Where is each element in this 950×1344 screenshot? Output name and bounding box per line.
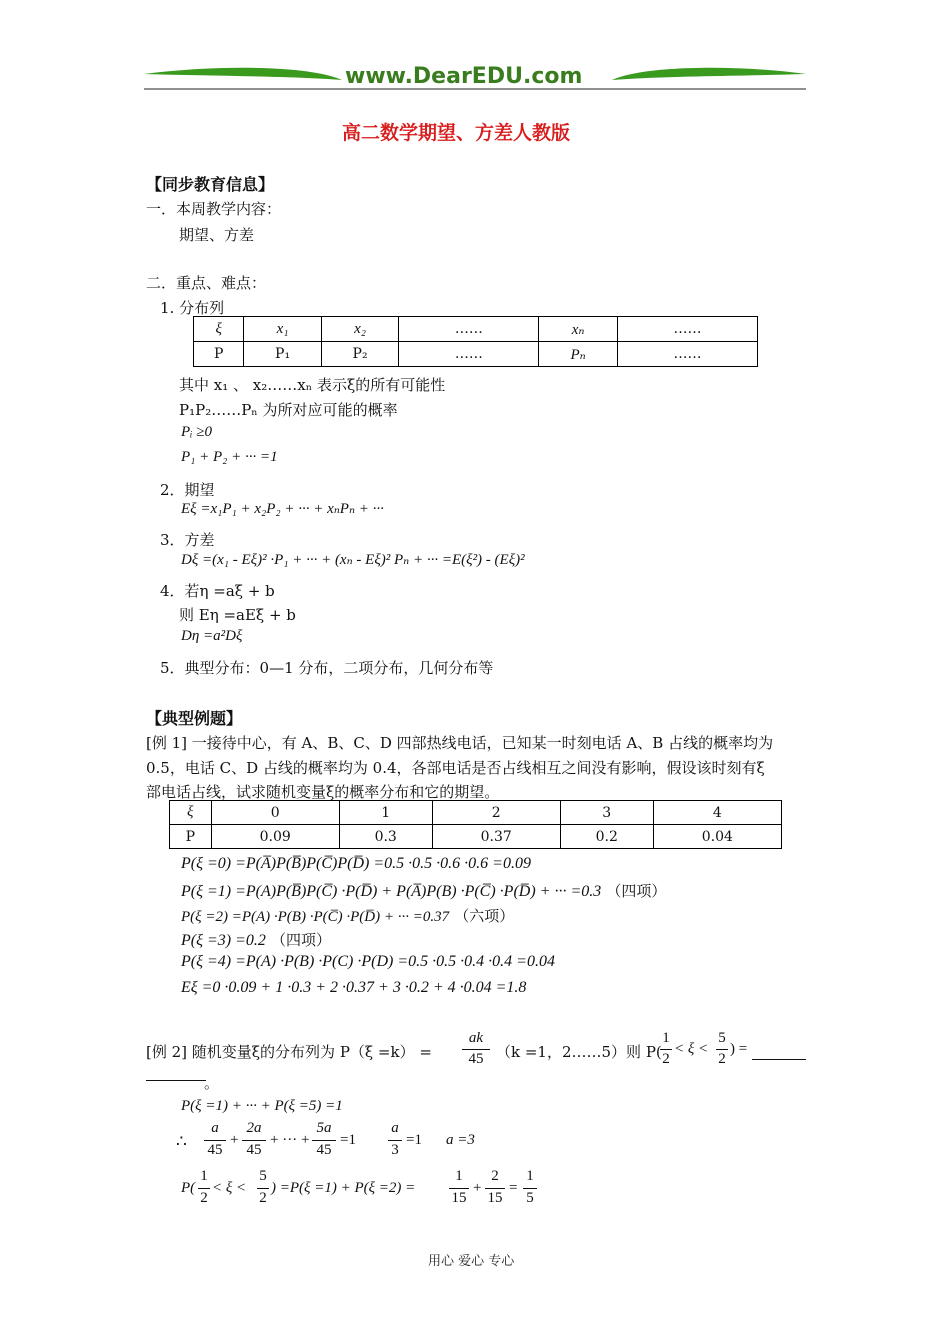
s3-half2-num: 5 [259,1168,267,1184]
ex2-frac-num: ak [468,1030,484,1046]
note-nonneg: Pᵢ ≥0 [181,424,213,440]
dist-cell: …… [617,317,757,342]
ex2-half2-bar [716,1049,728,1050]
ex1-cell: 3 [560,801,653,825]
ex1-cell: 0.09 [211,825,339,849]
s3-half1-den: 2 [200,1190,208,1206]
sync-heading: 【同步教育信息】 [146,175,275,194]
dist-cell: xₙ [539,317,617,342]
s2-frac1-num: a [211,1120,219,1136]
s3-plus: + [473,1180,482,1196]
ex1-distribution-table [169,800,782,849]
s2-mid: + ··· + [270,1132,310,1148]
s2-result: a =3 [446,1132,475,1148]
therefore-symbol: ∴ [176,1132,187,1151]
ex2-answer-blank-cont[interactable] [146,1080,206,1081]
page-footer: 用心 爱心 专心 [428,1254,515,1269]
s2-frac3-num: 5a [316,1120,332,1136]
s2-frac3-bar [312,1140,336,1141]
s2-a3-bar [388,1140,402,1141]
s2-frac2-bar [242,1140,266,1141]
s3-f2-den: 15 [487,1190,503,1206]
dist-cell: x₁ [244,317,322,342]
s3-half2-den: 2 [259,1190,267,1206]
s2-a3-num: a [391,1120,399,1136]
ex1-formula-4: P(ξ =4) =P(A) ·P(B) ·P(C) ·P(D) =0.5 ·0.5 ·0.4 ·0.4 =0.04 [181,953,555,970]
s2-frac2-num: 2a [246,1120,262,1136]
ex2-step3 [181,1168,561,1212]
ex1-formula-1-note: （四项） [606,882,667,900]
ex2-half1-bar [660,1049,672,1050]
item1-label: 1. 分布列 [160,299,225,317]
ex2-step1: P(ξ =1) + ··· + P(ξ =5) =1 [181,1098,343,1114]
dist-cell: Pₙ [539,342,617,367]
ex1-formula-2: P(ξ =2) =P(A) ·P(B) ·P(C̅) ·P(D̅) + ··· =0.37 [181,909,450,925]
sec1-content: 期望、方差 [179,226,255,244]
ex1-expectation: Eξ =0 ·0.09 + 1 ·0.3 + 2 ·0.37 + 3 ·0.2 + 4 ·0.04 =1.8 [181,979,527,996]
ex2-step2 [176,1120,506,1164]
ex2-half1-num: 1 [662,1030,670,1046]
sec2-label: 二．重点、难点： [146,274,267,292]
s3-pre: P( [181,1180,196,1196]
ex1-formula-0: P(ξ =0) =P(A̅)P(B̅)P(C̅)P(D̅) =0.5 ·0.5 ·0.6 ·0.6 =0.09 [181,855,531,872]
note-sum: P₁ + P₂ + ··· =1 [181,449,278,465]
s2-frac1-bar [204,1140,226,1141]
s3-half1-bar [198,1188,210,1189]
s2-a3-den: 3 [391,1142,399,1158]
ex1-cell: P [170,825,212,849]
ex2-half1-den: 2 [662,1051,670,1067]
page-title: 高二数学期望、方差人教版 [342,122,571,144]
ex1-formula-1-line [181,880,666,901]
dist-cell: …… [399,317,539,342]
ex2-period: 。 [204,1074,220,1092]
s3-f1-den: 15 [451,1190,467,1206]
s2-eq1: =1 [340,1132,356,1148]
s3-ineq: < ξ < [212,1180,247,1196]
dist-cell: P [194,342,244,367]
s3-half1-num: 1 [200,1168,208,1184]
ex1-cell: 0 [211,801,339,825]
ex1-formula-2-line [181,905,514,926]
dist-cell: …… [399,342,539,367]
s2-eq2: =1 [406,1132,422,1148]
dist-cell: …… [617,342,757,367]
ex1-cell: ξ [170,801,212,825]
dist-cell: ξ [194,317,244,342]
s3-f3-num: 1 [526,1168,534,1184]
s3-mid: ) =P(ξ =1) + P(ξ =2) = [271,1180,416,1196]
examples-heading: 【典型例题】 [146,709,243,728]
s2-frac1-den: 45 [207,1142,223,1158]
ex2-half2-num: 5 [718,1030,726,1046]
s3-f2-bar [485,1188,505,1189]
item2-label: 2．期望 [160,481,215,499]
note-probabilities: P₁P₂……Pₙ 为所对应可能的概率 [179,401,398,419]
ex1-cell: 2 [432,801,560,825]
ex1-formula-3: P(ξ =3) =0.2 [181,932,266,949]
ex1-formula-3-note: （四项） [270,931,331,949]
ex2-answer-blank[interactable] [752,1059,806,1060]
dist-cell: x₂ [321,317,399,342]
s2-plus: + [230,1132,239,1148]
ex1-line3: 部电话占线，试求随机变量ξ的概率分布和它的期望。 [146,783,500,801]
dist-cell: P₂ [321,342,399,367]
s3-f3-den: 5 [526,1190,534,1206]
site-logo-text[interactable]: www.DearEDU.com [345,64,583,89]
item4-expectation: 则 Eη =aEξ + b [179,606,296,624]
ex1-cell: 4 [653,801,781,825]
ex1-cell: 0.2 [560,825,653,849]
s2-frac3-den: 45 [316,1142,332,1158]
ex1-cell: 0.3 [339,825,432,849]
s2-frac2-den: 45 [246,1142,262,1158]
ex1-cell: 1 [339,801,432,825]
variance-formula: Dξ =(x₁ - Eξ)² ·P₁ + ··· + (xₙ - Eξ)² Pₙ + ··· =E(ξ²) - (Eξ)² [181,552,525,568]
distribution-table [193,316,758,367]
ex1-line1: [例 1] 一接待中心，有 A、B、C、D 四部热线电话，已知某一时刻电话 A、B 占线的概率均为 [146,734,774,752]
s3-f1-bar [449,1188,469,1189]
s3-f1-num: 1 [455,1168,463,1184]
ex2-frac-den: 45 [468,1051,484,1067]
s3-f3-bar [523,1188,537,1189]
ex1-formula-1: P(ξ =1) =P(A)P(B̅)P(C̅) ·P(D̅) + P(A̅)P(B) ·P(C̅) ·P(D̅) + ··· =0.3 [181,883,602,900]
item5-label: 5．典型分布：0—1 分布，二项分布，几何分布等 [160,659,494,677]
ex1-cell: 0.37 [432,825,560,849]
s3-f2-num: 2 [491,1168,499,1184]
item3-label: 3．方差 [160,531,215,549]
ex1-cell: 0.04 [653,825,781,849]
sec1-label: 一．本周教学内容： [146,200,282,218]
item4-variance: Dη =a²Dξ [181,628,243,644]
ex2-half2-den: 2 [718,1051,726,1067]
s3-half2-bar [257,1188,269,1189]
dist-cell: P₁ [244,342,322,367]
ex1-formula-2-note: （六项） [454,907,515,925]
ex2-tail: ) = [730,1041,748,1057]
ex2-intro: [例 2] 随机变量ξ的分布列为 P（ξ =k） = [146,1043,432,1061]
ex1-line2: 0.5，电话 C、D 占线的概率均为 0.4，各部电话是否占线相互之间没有影响，假设该时刻有ξ [146,759,765,777]
item4-label: 4．若η =aξ + b [160,582,275,600]
ex2-frac-bar [462,1049,490,1050]
ex2-kcond: （k =1，2……5）则 P( [496,1043,662,1061]
s3-eq: = [509,1180,518,1196]
expectation-formula: Eξ =x₁P₁ + x₂P₂ + ··· + xₙPₙ + ··· [181,501,384,517]
ex1-formula-3-line [181,929,331,950]
ex2-ineq: < ξ < [674,1041,709,1057]
note-possibilities: 其中 x₁ 、 x₂……xₙ 表示ξ的所有可能性 [179,376,446,394]
